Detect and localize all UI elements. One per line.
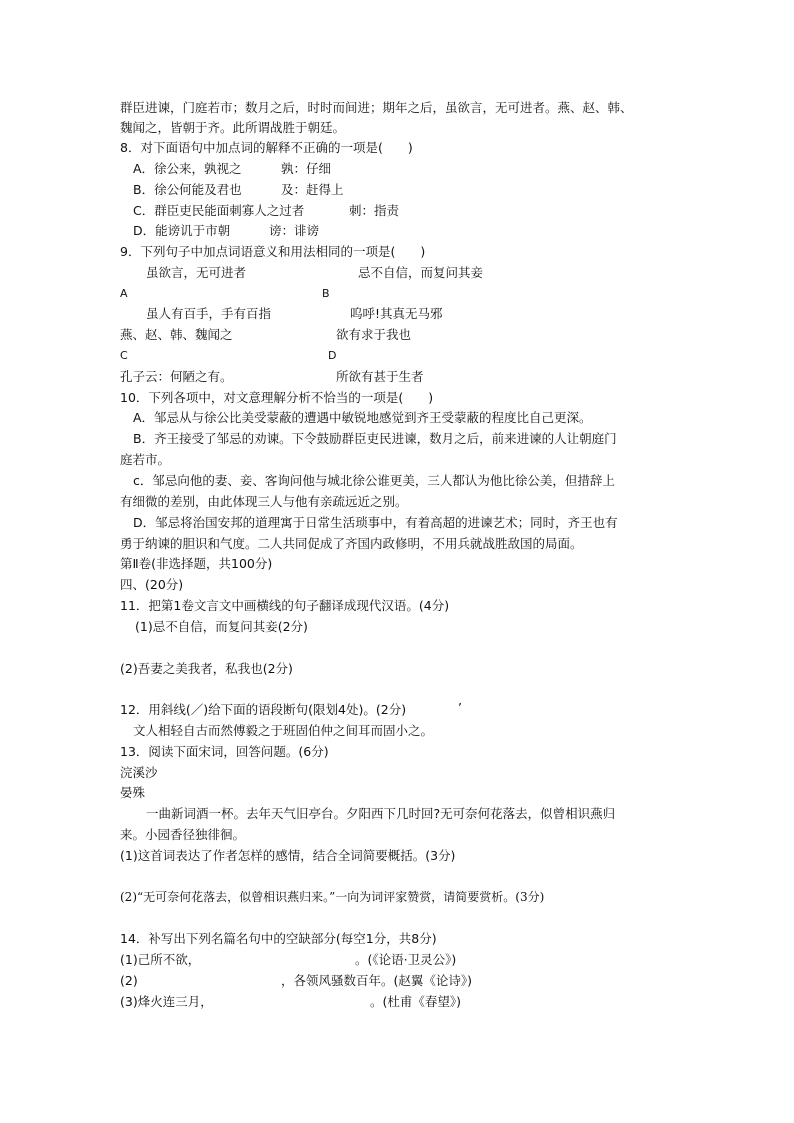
q9-label-d: D <box>328 349 337 362</box>
q9-c-line2: 孔子云：何陋之有。 <box>120 369 233 384</box>
q8-gloss-c: 刺：指责 <box>349 203 400 218</box>
q14-item1-start: (1)己所不欲， <box>120 952 201 967</box>
q9-c-line1: 燕、赵、韩、魏闻之 <box>120 327 233 342</box>
q11-sub1: (1)忌不自信，而复问其妾(2分) <box>135 619 308 634</box>
q10-option-b-line1: B．齐王接受了邹忌的劝谏。下令鼓励群臣吏民进谏，数月之后，前来进谏的人让朝庭门 <box>133 431 617 446</box>
q14-item3-end: 。(杜甫《春望》) <box>370 994 462 1009</box>
q13-stem: 13．阅读下面宋词，回答问题。(6分) <box>120 744 329 759</box>
q9-label-b: B <box>322 287 330 300</box>
q9-b-line1: 忌不自信，而复问其妾 <box>358 265 484 280</box>
q9-label-c: C <box>120 349 128 362</box>
q10-option-c-line2: 有细微的差别，由此体现三人与他有亲疏远近之别。 <box>120 494 408 509</box>
q10-stem: 10．下列各项中，对文意理解分析不恰当的一项是( ) <box>120 390 434 405</box>
part2-title: 第Ⅱ卷(非选择题，共100分) <box>120 556 273 571</box>
q9-a-line2: 虽人有百手，手有百指 <box>146 306 272 321</box>
q10-option-c-line1: c．邹忌向他的妻、妾、客询问他与城北徐公谁更美，三人都认为他比徐公美，但措辞上 <box>133 473 615 488</box>
q14-item2-start: (2) <box>120 973 138 988</box>
poem-title: 浣溪沙 <box>120 765 158 780</box>
q9-d-line2: 所欲有甚于生者 <box>336 369 424 384</box>
q12-text: 文人相轻自古而然傅毅之于班固伯仲之间耳而固小之。 <box>133 723 434 738</box>
q8-option-b: B．徐公何能及君也 <box>133 182 242 197</box>
q9-b-line2: 呜呼!其真无马邪 <box>350 306 443 321</box>
poem-line-1: 一曲新词酒一杯。去年天气旧亭台。夕阳西下几时回?无可奈何花落去，似曾相识燕归 <box>146 806 616 821</box>
q8-gloss-d: 谤：诽谤 <box>269 223 320 238</box>
q9-stem: 9．下列句子中加点词语意义和用法相同的一项是( ) <box>120 244 426 259</box>
passage-line-1: 群臣进谏，门庭若市；数月之后，时时而间进；期年之后，虽欲言，无可进者。燕、赵、韩、 <box>120 100 633 115</box>
q14-item3-start: (3)烽火连三月， <box>120 994 213 1009</box>
poem-author: 晏殊 <box>120 785 146 800</box>
q10-option-d-line1: D．邹忌将治国安邦的道理寓于日常生活琐事中，有着高超的进谏艺术；同时，齐王也有 <box>133 515 618 530</box>
poem-line-2: 来。小园香径独徘徊。 <box>120 827 246 842</box>
q8-stem: 8．对下面语句中加点词的解释不正确的一项是( ) <box>120 140 413 155</box>
q14-item1-end: 。(《论语·卫灵公》) <box>355 952 457 967</box>
q8-option-d: D．能谤讥于市朝 <box>133 223 231 238</box>
q8-gloss-b: 及：赶得上 <box>281 182 344 197</box>
q12-stem: 12．用斜线(／)给下面的语段断句(限划4处)。(2分) <box>120 702 407 717</box>
q8-gloss-a: 孰：仔细 <box>281 161 332 176</box>
q11-stem: 11．把第1卷文言文中画横线的句子翻译成现代汉语。(4分) <box>120 598 450 613</box>
q10-option-a: A．邹忌从与徐公比美受蒙蔽的遭遇中敏锐地感觉到齐王受蒙蔽的程度比自己更深。 <box>133 410 592 425</box>
q9-d-line1: 欲有求于我也 <box>336 327 412 342</box>
q13-sub2: (2)“无可奈何花落去，似曾相识燕归来。”一向为词评家赞赏，请简要赏析。(3分) <box>120 890 545 904</box>
q9-a-line1: 虽欲言，无可进者 <box>146 265 247 280</box>
q10-option-d-line2: 勇于纳谏的胆识和气度。二人共同促成了齐国内政修明，不用兵就战胜敌国的局面。 <box>120 536 583 551</box>
q14-item2-end: ，各领风骚数百年。(赵翼《论诗》) <box>281 973 473 988</box>
q8-option-a: A．徐公来，孰视之 <box>133 161 242 176</box>
q11-sub2: (2)吾妻之美我者，私我也(2分) <box>120 661 293 676</box>
q9-label-a: A <box>120 287 128 300</box>
q13-sub1: (1)这首词表达了作者怎样的感情，结合全词简要概括。(3分) <box>120 848 456 863</box>
section-four-heading: 四、(20分) <box>120 577 184 592</box>
q10-option-b-line2: 庭若市。 <box>120 452 171 467</box>
q14-stem: 14．补写出下列名篇名句中的空缺部分(每空1分，共8分) <box>120 931 437 946</box>
q12-stray-mark: ’ <box>458 700 462 715</box>
q8-option-c: C．群臣吏民能面刺寡人之过者 <box>133 203 305 218</box>
passage-line-2: 魏闻之，皆朝于齐。此所谓战胜于朝廷。 <box>120 120 346 135</box>
